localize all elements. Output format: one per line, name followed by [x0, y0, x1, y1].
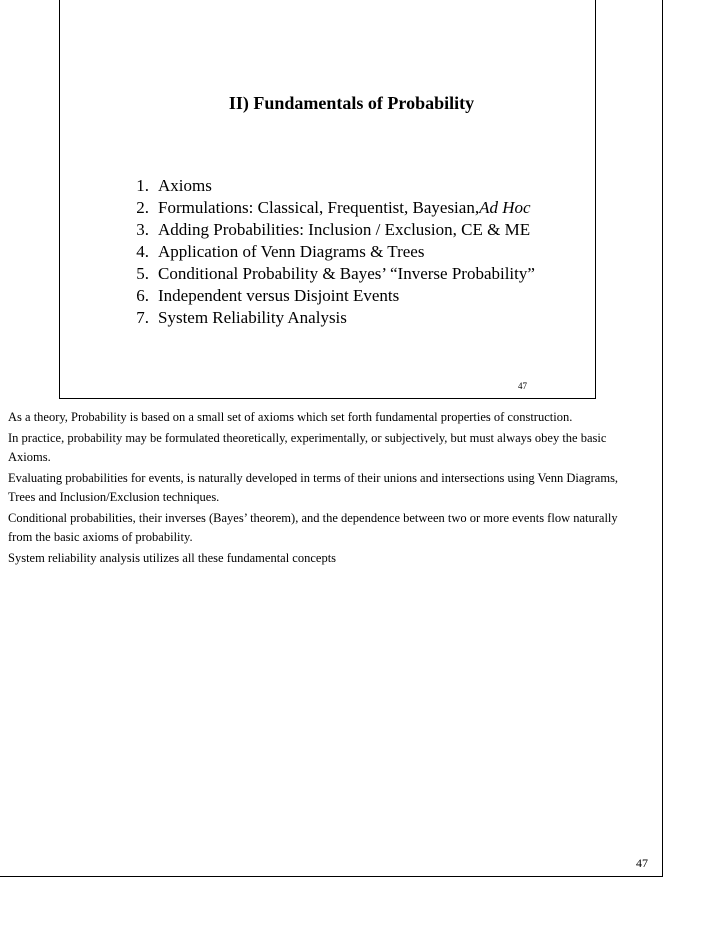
notes-paragraph: System reliability analysis utilizes all these fundamental concepts — [8, 550, 337, 565]
speaker-notes — [8, 408, 633, 569]
slide-number: 47 — [518, 381, 527, 391]
slide-title: II) Fundamentals of Probability — [228, 93, 475, 113]
notes-paragraph: As a theory, Probability is based on a small set of axioms which set forth fundamental properties of construction. — [8, 410, 573, 424]
page-number: 47 — [636, 856, 648, 870]
slide-thumbnail — [59, 0, 596, 399]
list-item: 5. Conditional Probability & Bayes’ “Inverse Probability” — [136, 264, 535, 283]
notes-paragraph: In practice, probability may be formulated theoretically, experimentally, or subjectively, but must always obey the basic Axioms. — [8, 430, 607, 464]
topic-list — [120, 175, 535, 329]
notes-paragraph: Conditional probabilities, their inverses (Bayes’ theorem), and the dependence between two or more events flow naturally from the basic axioms of probability. — [8, 510, 618, 544]
list-item: 3. Adding Probabilities: Inclusion / Exclusion, CE & ME — [136, 220, 531, 239]
list-item: 6. Independent versus Disjoint Events — [136, 286, 400, 305]
list-item: 1. Axioms — [136, 176, 212, 195]
list-item: 4. Application of Venn Diagrams & Trees — [136, 242, 425, 261]
list-item: 2. Formulations: Classical, Frequentist, Bayesian, Ad Hoc — [136, 198, 531, 217]
notes-paragraph: Evaluating probabilities for events, is naturally developed in terms of their unions and intersections using Venn Diagrams, Trees and Inclusion/Exclusion techniques. — [8, 470, 619, 504]
list-item: 7. System Reliability Analysis — [136, 308, 347, 327]
